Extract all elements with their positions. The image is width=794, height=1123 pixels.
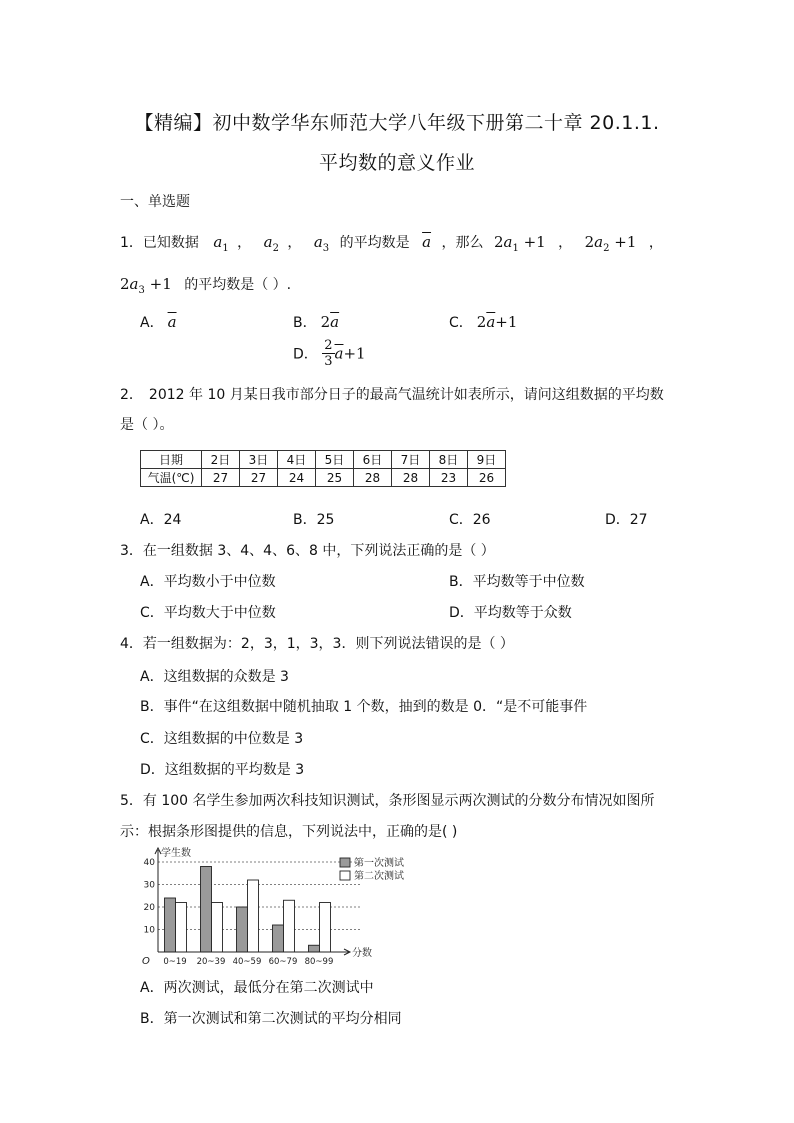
table-cell: 4日 — [278, 451, 316, 469]
section-heading: 一、单选题 — [120, 194, 190, 210]
x-tick-label: 20~39 — [196, 957, 226, 966]
legend-label: 第一次测试 — [354, 858, 404, 869]
table-cell: 7日 — [392, 451, 430, 469]
question-2-option-b[interactable]: B．25 — [293, 512, 335, 528]
table-cell: 25 — [316, 469, 354, 487]
bar-first-test — [201, 867, 212, 953]
y-tick-label: 10 — [143, 925, 155, 936]
fraction-two-thirds: $\frac{2}{3}$ — [324, 338, 333, 369]
bar-second-test — [176, 903, 187, 953]
question-1-number: 1． — [120, 235, 143, 251]
question-3-option-d[interactable]: D．平均数等于众数 — [449, 605, 572, 621]
legend-swatch — [340, 858, 350, 867]
question-1-line1: 1．已知数据 $a_1$ ， $a_2$ ， $a_3$ 的平均数是 $\overline{a}$ ，那么 $2a_1 +1$ ， $2a_2 +1$ ， — [120, 233, 663, 254]
question-3-text: 3．在一组数据 3、4、4、6、8 中，下列说法正确的是（ ） — [120, 543, 495, 559]
legend-label: 第二次测试 — [354, 871, 404, 882]
question-3-option-b[interactable]: B．平均数等于中位数 — [449, 574, 585, 590]
question-2-option-d[interactable]: D．27 — [605, 512, 648, 528]
doc-title-line1: 【精编】初中数学华东师范大学八年级下册第二十章 20.1.1. — [134, 112, 660, 134]
score-distribution-bar-chart — [138, 844, 428, 966]
table-cell: 27 — [202, 469, 240, 487]
question-4-option-b[interactable]: B．事件“在这组数据中随机抽取 1 个数，抽到的数是 0．“是不可能事件 — [140, 699, 588, 715]
table-row-temps — [141, 469, 506, 487]
table-cell: 23 — [430, 469, 468, 487]
bar-first-test — [273, 925, 284, 952]
question-4-option-c[interactable]: C．这组数据的中位数是 3 — [140, 731, 304, 747]
x-axis-label: 分数 — [352, 948, 372, 959]
bar-second-test — [284, 900, 295, 952]
temperature-table — [140, 450, 506, 487]
question-5-line1: 5．有 100 名学生参加两次科技知识测试，条形图显示两次测试的分数分布情况如图所 — [120, 793, 655, 809]
doc-title-line2: 平均数的意义作业 — [318, 152, 475, 174]
question-1-option-d[interactable]: D． $\frac{2}{3}$ $\overline{a}+1$ — [293, 338, 366, 369]
table-cell: 27 — [240, 469, 278, 487]
table-header-label: 日期 — [141, 451, 202, 469]
question-2-option-a[interactable]: A．24 — [140, 512, 182, 528]
table-cell: 28 — [392, 469, 430, 487]
origin-label: O — [142, 956, 150, 966]
question-5-option-a[interactable]: A．两次测试，最低分在第二次测试中 — [140, 980, 374, 996]
legend-swatch — [340, 871, 350, 880]
question-3-option-a[interactable]: A．平均数小于中位数 — [140, 574, 276, 590]
question-4-text: 4．若一组数据为：2，3，1，3，3．则下列说法错误的是（ ） — [120, 636, 514, 652]
question-4-option-d[interactable]: D．这组数据的平均数是 3 — [140, 762, 305, 778]
bar-first-test — [309, 945, 320, 952]
y-tick-label: 30 — [143, 880, 155, 891]
table-cell: 8日 — [430, 451, 468, 469]
question-2-line1: 2． 2012 年 10 月某日我市部分日子的最高气温统计如表所示，请问这组数据的平均数 — [120, 387, 664, 403]
bar-second-test — [212, 903, 223, 953]
table-cell: 5日 — [316, 451, 354, 469]
bar-first-test — [165, 898, 176, 952]
y-tick-label: 20 — [143, 903, 155, 913]
table-cell: 28 — [354, 469, 392, 487]
table-cell: 9日 — [468, 451, 506, 469]
table-row-label: 气温(℃) — [141, 469, 202, 487]
question-3-option-c[interactable]: C．平均数大于中位数 — [140, 605, 276, 621]
question-1-line2: $2a_3 +1$ 的平均数是（ ）. — [120, 275, 292, 296]
question-1-option-c[interactable]: C． $2\overline{a}+1$ — [449, 313, 518, 331]
question-2-option-c[interactable]: C．26 — [449, 512, 491, 528]
question-4-option-a[interactable]: A．这组数据的众数是 3 — [140, 669, 289, 685]
question-1-option-b[interactable]: B． $2\overline{a}$ — [293, 313, 340, 331]
question-2-line2: 是（ ）。 — [120, 417, 174, 433]
bar-second-test — [248, 880, 259, 952]
x-tick-label: 60~79 — [268, 957, 298, 966]
question-5-line2: 示：根据条形图提供的信息，下列说法中，正确的是( ) — [120, 824, 458, 840]
question-1-option-a[interactable]: A． $\overline{a}$ — [140, 313, 177, 331]
table-cell: 24 — [278, 469, 316, 487]
table-cell: 6日 — [354, 451, 392, 469]
table-row-dates — [141, 451, 506, 469]
x-tick-label: 0~19 — [163, 957, 187, 966]
y-tick-label: 40 — [143, 858, 155, 868]
y-axis-label: 学生数 — [161, 848, 191, 859]
x-tick-label: 40~59 — [232, 957, 262, 966]
bar-first-test — [237, 907, 248, 952]
x-tick-label: 80~99 — [304, 957, 334, 966]
table-cell: 26 — [468, 469, 506, 487]
bar-second-test — [320, 903, 331, 953]
table-cell: 2日 — [202, 451, 240, 469]
question-5-option-b[interactable]: B．第一次测试和第二次测试的平均分相同 — [140, 1011, 402, 1027]
table-cell: 3日 — [240, 451, 278, 469]
